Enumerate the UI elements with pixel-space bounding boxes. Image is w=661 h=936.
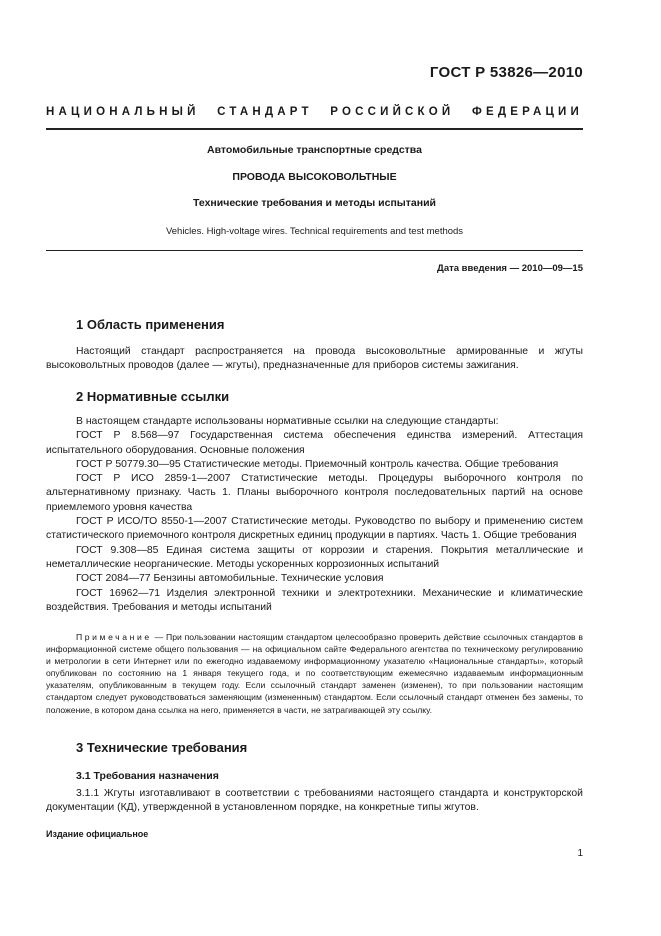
section-2-body [46, 415, 583, 615]
document-code: ГОСТ Р 53826—2010 [429, 64, 583, 81]
note-label: Примечание [76, 632, 152, 642]
note-text: — При пользовании настоящим стандартом целесообразно проверить действие ссылочных стандартов в информационной системе общего пользования — на официальном сайте Федерального агентства по техническому регулированию и метрологии в сети Интернет или по ежегодно издаваемому информационному указателю «Национальные стандарты», который опубликован по состоянию на 1 января текущего года, и по соответствующим ежемесячно издаваемым информационным указателям, опубликованным в текущем году. Если ссылочный стандарт заменен (изменен), то при пользовании настоящим стандартом следует руководствоваться заменяющим (измененным) стандартом. Если ссылочный стандарт отменен без замены, то положение, в котором дана ссылка на него, применяется в части, не затрагивающей эту ссылку. [46, 632, 584, 715]
reference-item: ГОСТ Р 8.568—97 Государственная система обеспечения единства измерений. Аттестация испытательного оборудования. Основные положения [46, 430, 583, 456]
section-2-heading: 2 Нормативные ссылки [76, 389, 230, 404]
references-intro: В настоящем стандарте использованы нормативные ссылки на следующие стандарты: [76, 416, 499, 427]
standard-banner: НАЦИОНАЛЬНЫЙ СТАНДАРТ РОССИЙСКОЙ ФЕДЕРАЦИИ [46, 106, 583, 118]
references-note [46, 631, 583, 716]
reference-item: ГОСТ 16962—71 Изделия электронной техники и электротехники. Механические и климатические воздействия. Требования и методы испытаний [46, 587, 583, 613]
title-divider [46, 250, 583, 251]
document-subject: Технические требования и методы испытаний [193, 197, 436, 209]
section-1-body [46, 345, 583, 374]
header-rule [46, 128, 583, 130]
section-3-heading: 3 Технические требования [76, 740, 248, 755]
note-paragraph [46, 631, 583, 716]
document-title-english: Vehicles. High-voltage wires. Technical requirements and test methods [165, 226, 464, 237]
reference-item: ГОСТ Р ИСО 2859-1—2007 Статистические методы. Процедуры выборочного контроля по альтернативному признаку. Часть 1. Планы выборочного контроля последовательных партий на основе приемлемого уровня качества [46, 473, 583, 513]
reference-item: ГОСТ Р ИСО/ТО 8550-1—2007 Статистические методы. Руководство по выбору и применению систем статистического приемочного контроля дискретных единиц продукции в партиях. Часть 1. Общие требования [46, 516, 583, 542]
document-title: ПРОВОДА ВЫСОКОВОЛЬТНЫЕ [232, 171, 397, 183]
section-3-1-heading: 3.1 Требования назначения [76, 770, 219, 782]
section-3-1-1-paragraph: 3.1.1 Жгуты изготавливают в соответствии с требованиями настоящего стандарта и конструкторской документации (КД), утвержденной в установленном порядке, на конкретные типы жгутов. [46, 788, 583, 814]
reference-item: ГОСТ Р 50779.30—95 Статистические методы. Приемочный контроль качества. Общие требования [76, 458, 559, 470]
effective-date: Дата введения — 2010—09—15 [437, 263, 583, 274]
reference-item: ГОСТ 9.308—85 Единая система защиты от коррозии и старения. Покрытия металлические и неметаллические неорганические. Методы ускоренных коррозионных испытаний [46, 544, 583, 570]
edition-label: Издание официальное [46, 829, 149, 839]
document-subtitle: Автомобильные транспортные средства [207, 144, 422, 156]
reference-item: ГОСТ 2084—77 Бензины автомобильные. Технические условия [76, 573, 384, 585]
section-1-heading: 1 Область применения [76, 317, 225, 332]
section-1-paragraph: Настоящий стандарт распространяется на провода высоковольтные армированные и жгуты высоковольтных проводов (далее — жгуты), предназначенные для приборов системы зажигания. [46, 346, 583, 372]
page-number: 1 [577, 848, 583, 859]
section-3-body [46, 787, 583, 816]
